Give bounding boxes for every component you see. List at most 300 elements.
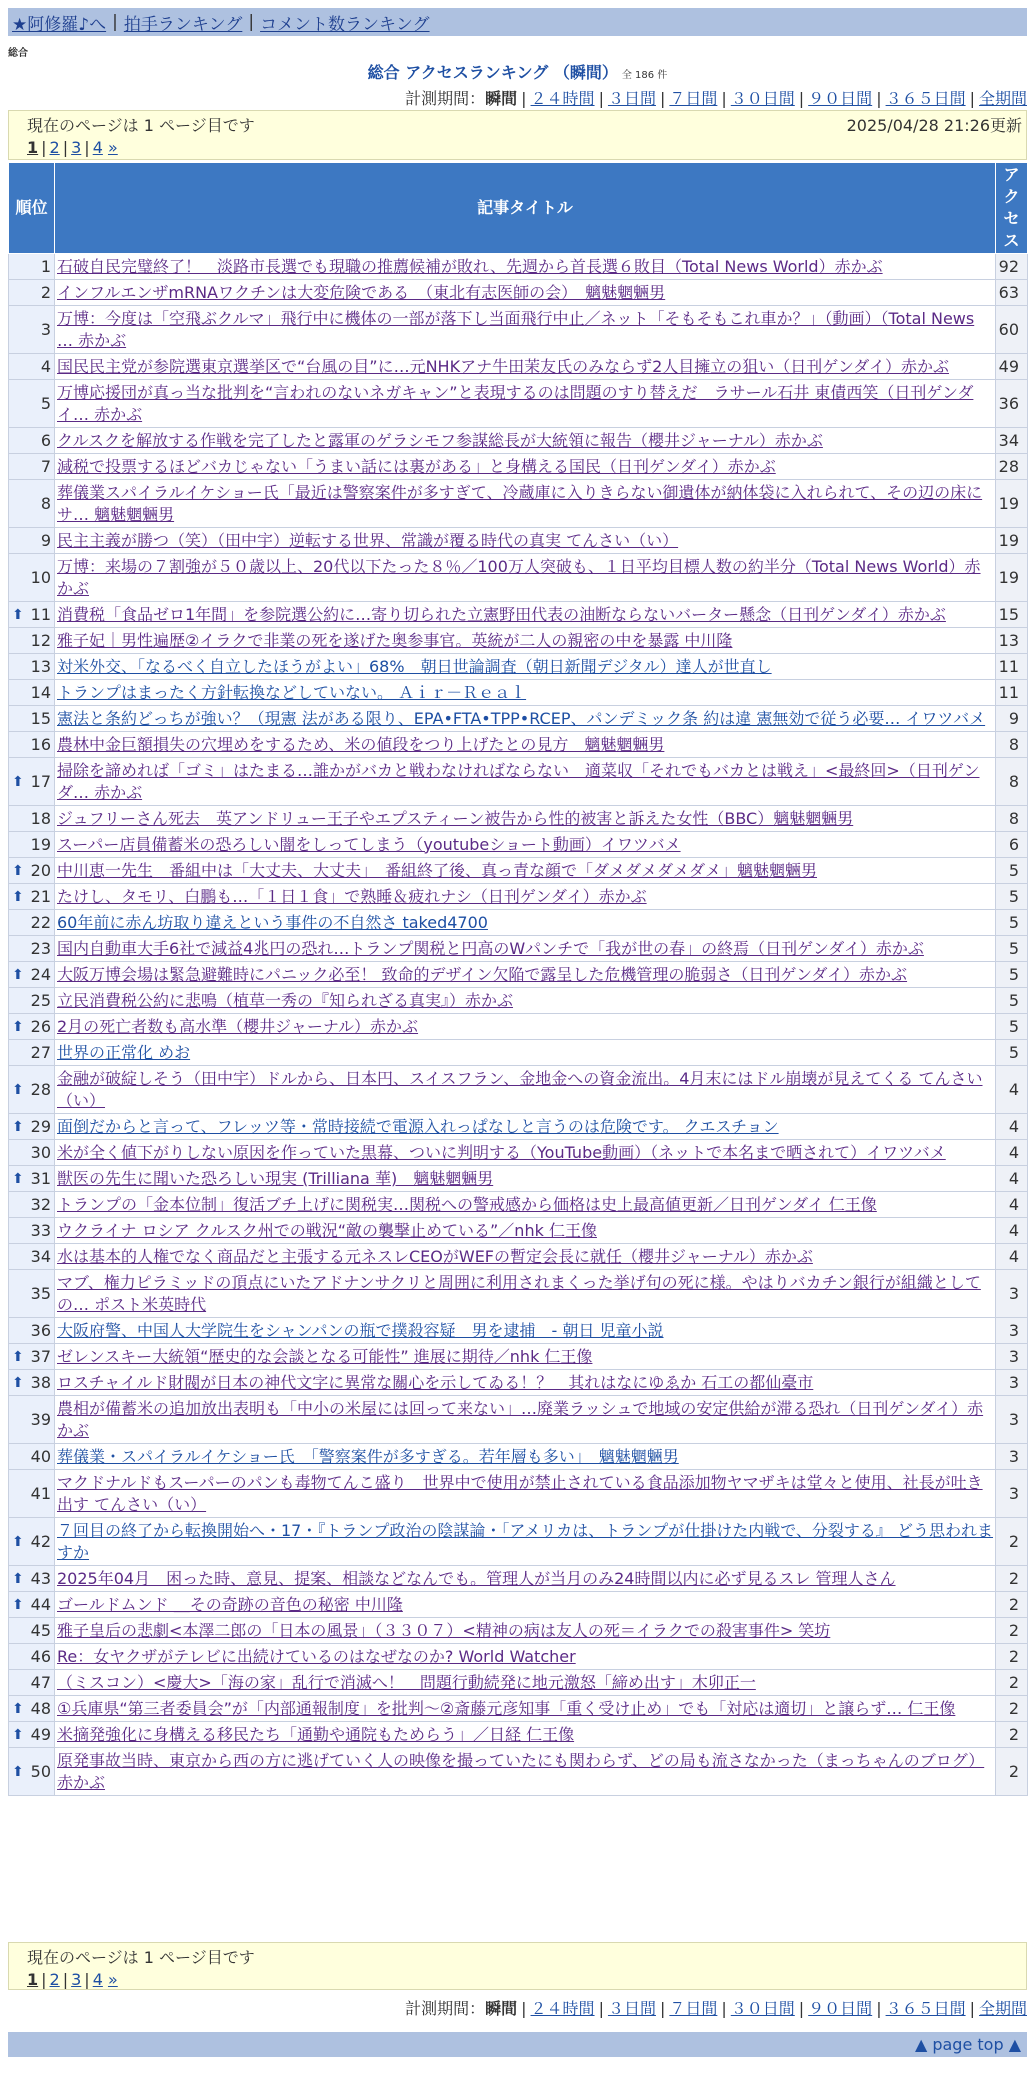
article-title-link[interactable]: トランプはまったく方針転換などしていない。 Ａｉｒ－Ｒｅａｌ xyxy=(57,682,527,702)
rank-up-arrow-icon: ⬆ xyxy=(12,1170,24,1187)
table-row xyxy=(9,528,1028,554)
table-row xyxy=(9,858,1028,884)
period-separator: | xyxy=(598,89,604,108)
title-cell xyxy=(55,1696,996,1722)
article-title-link[interactable]: Re：女ヤクザがテレビに出続けているのはなぜなのか? World Watcher xyxy=(57,1646,576,1666)
rank-number: 37 xyxy=(30,1346,51,1366)
period-option-link[interactable]: ９０日間 xyxy=(808,89,873,108)
page-title xyxy=(0,60,1035,83)
article-title-link[interactable]: 面倒だからと言って、フレッツ等・常時接続で電源入れっぱなしと言うのは危険です。 クエスチョン xyxy=(57,1116,779,1136)
table-row xyxy=(9,1318,1028,1344)
table-row xyxy=(9,354,1028,380)
title-cell xyxy=(55,254,996,280)
rank-number: 2 xyxy=(40,282,51,302)
table-row xyxy=(9,1218,1028,1244)
rank-cell xyxy=(9,1344,55,1370)
rank-cell xyxy=(9,1518,55,1566)
period-label: 計測期間： xyxy=(405,1999,486,2018)
rank-cell xyxy=(9,528,55,554)
rank-number: 42 xyxy=(30,1531,51,1551)
access-count: 8 xyxy=(996,732,1028,758)
page-next-link[interactable]: » xyxy=(107,138,118,157)
ranking-table xyxy=(8,162,1028,1796)
title-cell xyxy=(55,706,996,732)
title-cell xyxy=(55,1244,996,1270)
rank-number: 30 xyxy=(30,1142,51,1162)
rank-cell xyxy=(9,858,55,884)
rank-cell xyxy=(9,1644,55,1670)
rank-number: 45 xyxy=(30,1620,51,1640)
rank-number: 22 xyxy=(30,912,51,932)
rank-cell xyxy=(9,1218,55,1244)
rank-number: 10 xyxy=(30,567,51,587)
rank-cell xyxy=(9,1192,55,1218)
article-title-link[interactable]: ①兵庫県“第三者委員会”が「内部通報制度」を批判～②斎藤元彦知事「重く受け止め」でも「対応は適切」と譲らず… 仁王像 xyxy=(57,1698,956,1718)
title-cell xyxy=(55,806,996,832)
rank-number: 29 xyxy=(30,1116,51,1136)
rank-cell xyxy=(9,962,55,988)
table-row xyxy=(9,1140,1028,1166)
rank-cell xyxy=(9,1370,55,1396)
updated-timestamp: 2025/04/28 21:26更新 xyxy=(846,116,1022,135)
title-cell xyxy=(55,1270,996,1318)
rank-cell xyxy=(9,254,55,280)
access-count: 6 xyxy=(996,832,1028,858)
rank-cell xyxy=(9,732,55,758)
rank-cell xyxy=(9,1014,55,1040)
footer-bar xyxy=(8,2032,1027,2057)
access-count: 60 xyxy=(996,306,1028,354)
period-option-link[interactable]: ７日間 xyxy=(669,89,718,108)
table-row xyxy=(9,1270,1028,1318)
rank-cell xyxy=(9,628,55,654)
table-row xyxy=(9,1192,1028,1218)
period-current: 瞬間 xyxy=(485,89,518,108)
access-count: 3 xyxy=(996,1470,1028,1518)
rank-up-arrow-icon: ⬆ xyxy=(12,862,24,879)
rank-cell xyxy=(9,280,55,306)
article-title-link[interactable]: 2025年04月 困った時、意見、提案、相談などなんでも。管理人が当月のみ24時間以内に必ず見るスレ 管理人さん xyxy=(57,1568,896,1588)
title-cell xyxy=(55,1166,996,1192)
access-count: 2 xyxy=(996,1518,1028,1566)
period-separator: | xyxy=(659,1999,666,2018)
title-cell xyxy=(55,1192,996,1218)
rank-number: 15 xyxy=(30,708,51,728)
rank-cell xyxy=(9,1696,55,1722)
article-title-link[interactable]: 葬儀業・スパイラルイケショー氏 「警察案件が多すぎる。若年層も多い」 魑魅魍魎男 xyxy=(57,1446,679,1466)
rank-cell xyxy=(9,758,55,806)
article-title-link[interactable]: 消費税「食品ゼロ1年間」を参院選公約に…寄り切られた立憲野田代表の油断ならないバーター懸念（日刊ゲンダイ）赤かぶ xyxy=(57,604,946,624)
rank-cell xyxy=(9,1140,55,1166)
article-title-link[interactable]: 米が全く値下がりしない原因を作っていた黒幕、ついに判明する（YouTube動画）（ネットで本名まで晒されて）イワツバメ xyxy=(57,1142,946,1162)
access-count: 13 xyxy=(996,628,1028,654)
rank-number: 20 xyxy=(30,860,51,880)
article-title-link[interactable]: ロスチャイルド財閥が日本の神代文字に異常な關心を示してゐる！？ 其れはなにゆゑか 石工の都仙臺市 xyxy=(57,1372,814,1392)
article-title-link[interactable]: （ミスコン）<慶大>「海の家」乱行で消滅へ！ 問題行動続発に地元激怒「締め出す」木卯正一 xyxy=(57,1672,756,1692)
article-title-link[interactable]: トランプの「金本位制」復活ブチ上げに関税実…関税への警戒感から価格は史上最高値更新／日刊ゲンダイ 仁王像 xyxy=(57,1194,877,1214)
table-row xyxy=(9,1592,1028,1618)
table-row xyxy=(9,732,1028,758)
title-cell xyxy=(55,988,996,1014)
table-row xyxy=(9,1444,1028,1470)
rank-number: 14 xyxy=(30,682,51,702)
period-option-link[interactable]: ３０日間 xyxy=(730,89,795,108)
period-option-link[interactable]: ３６５日間 xyxy=(885,89,966,108)
rank-up-arrow-icon: ⬆ xyxy=(12,888,24,905)
rank-number: 7 xyxy=(40,456,51,476)
rank-cell xyxy=(9,1722,55,1748)
comment-ranking-link[interactable]: コメント数ランキング xyxy=(260,14,430,35)
access-count: 36 xyxy=(996,380,1028,428)
period-option-link[interactable]: ２４時間 xyxy=(530,89,595,108)
rank-up-arrow-icon: ⬆ xyxy=(12,1533,24,1550)
rank-cell xyxy=(9,936,55,962)
rank-up-arrow-icon: ⬆ xyxy=(12,1570,24,1587)
article-title-link[interactable]: 国民民主党が参院選東京選挙区で“台風の目”に…元NHKアナ牛田茉友氏のみならず2人目擁立の狙い（日刊ゲンダイ）赤かぶ xyxy=(57,356,949,376)
rank-number: 46 xyxy=(30,1646,51,1666)
pager-box-bottom xyxy=(8,1942,1027,1990)
title-cell xyxy=(55,654,996,680)
article-title-link[interactable]: 雅子妃｜男性遍歴②イラクで非業の死を遂げた奥参事官。英統が二人の親密の中を暴露 中川隆 xyxy=(57,630,733,650)
title-cell xyxy=(55,528,996,554)
page-next-link[interactable]: » xyxy=(107,1970,118,1989)
table-row xyxy=(9,1618,1028,1644)
page-navigation xyxy=(27,1970,1026,1989)
col-header-rank: 順位 xyxy=(9,163,55,254)
article-title-link[interactable]: 水は基本的人権でなく商品だと主張する元ネスレCEOがWEFの暫定会長に就任（櫻井ジャーナル）赤かぶ xyxy=(57,1246,813,1266)
article-title-link[interactable]: 石破自民完璧終了！ 淡路市長選でも現職の推薦候補が敗れ、先週から首長選６敗目（Total News World）赤かぶ xyxy=(57,256,883,276)
table-row xyxy=(9,1748,1028,1796)
rank-number: 9 xyxy=(40,530,51,550)
access-count: 92 xyxy=(996,254,1028,280)
access-count: 3 xyxy=(996,1270,1028,1318)
period-selector xyxy=(405,86,1027,109)
ranking-rows xyxy=(9,254,1028,1796)
rank-cell xyxy=(9,1566,55,1592)
rank-cell xyxy=(9,602,55,628)
rank-number: 24 xyxy=(30,964,51,984)
title-cell xyxy=(55,1344,996,1370)
article-title-link[interactable]: 2月の死亡者数も高水準（櫻井ジャーナル）赤かぶ xyxy=(57,1016,419,1036)
table-row xyxy=(9,602,1028,628)
period-separator: | xyxy=(721,1999,727,2018)
nav-separator: | xyxy=(112,12,118,32)
rank-up-arrow-icon: ⬆ xyxy=(12,1763,24,1780)
article-title-link[interactable]: 60年前に赤ん坊取り違えという事件の不自然さ taked4700 xyxy=(57,912,488,932)
article-title-link[interactable]: 掃除を諦めれば「ゴミ」はたまる…誰かがバカと戦わなければならない 適菜収「それでもバカとは戦え」<最終回>（日刊ゲンダ… 赤かぶ xyxy=(57,760,980,802)
rank-number: 16 xyxy=(30,734,51,754)
access-count: 5 xyxy=(996,910,1028,936)
access-count: 5 xyxy=(996,962,1028,988)
rank-cell xyxy=(9,306,55,354)
table-row xyxy=(9,706,1028,732)
access-count: 49 xyxy=(996,354,1028,380)
period-separator: | xyxy=(521,1999,527,2018)
access-count: 4 xyxy=(996,1218,1028,1244)
article-title-link[interactable]: ウクライナ ロシア クルスク州での戦況“敵の襲撃止めている”／nhk 仁王像 xyxy=(57,1220,597,1240)
access-count: 5 xyxy=(996,936,1028,962)
table-row xyxy=(9,832,1028,858)
table-row xyxy=(9,910,1028,936)
access-count: 4 xyxy=(996,1192,1028,1218)
access-count: 4 xyxy=(996,1066,1028,1114)
table-row xyxy=(9,1166,1028,1192)
title-cell xyxy=(55,910,996,936)
rank-cell xyxy=(9,1040,55,1066)
access-count: 2 xyxy=(996,1722,1028,1748)
period-selector xyxy=(405,1996,1027,2019)
table-row xyxy=(9,1396,1028,1444)
title-cell xyxy=(55,732,996,758)
access-count: 19 xyxy=(996,480,1028,528)
rank-number: 47 xyxy=(30,1672,51,1692)
page-link[interactable]: 4 xyxy=(92,138,103,157)
access-count: 63 xyxy=(996,280,1028,306)
title-cell xyxy=(55,628,996,654)
page-separator: | xyxy=(84,138,90,157)
title-cell xyxy=(55,554,996,602)
title-cell xyxy=(55,1748,996,1796)
title-cell xyxy=(55,1618,996,1644)
access-count: 5 xyxy=(996,988,1028,1014)
home-link[interactable]: ★阿修羅♪へ xyxy=(12,14,107,35)
access-count: 5 xyxy=(996,1040,1028,1066)
article-title-link[interactable]: 葬儀業スパイラルイケショー氏「最近は警察案件が多すぎて、冷蔵庫に入りきらない御遺体が納体袋に入れられて、その辺の床にサ… 魑魅魍魎男 xyxy=(57,482,983,524)
title-cell xyxy=(55,602,996,628)
rank-up-arrow-icon: ⬆ xyxy=(12,1726,24,1743)
page-separator: | xyxy=(84,1970,90,1989)
table-row xyxy=(9,628,1028,654)
period-separator: | xyxy=(659,89,666,108)
access-count: 3 xyxy=(996,1396,1028,1444)
article-title-link[interactable]: インフルエンザmRNAワクチンは大変危険である （東北有志医師の会） 魑魅魍魎男 xyxy=(57,282,666,302)
table-row xyxy=(9,1722,1028,1748)
access-count: 2 xyxy=(996,1748,1028,1796)
access-count: 3 xyxy=(996,1318,1028,1344)
table-row xyxy=(9,936,1028,962)
period-option-link[interactable]: ２４時間 xyxy=(530,1999,595,2018)
rank-cell xyxy=(9,706,55,732)
rank-up-arrow-icon: ⬆ xyxy=(12,966,24,983)
table-row xyxy=(9,1566,1028,1592)
rank-cell xyxy=(9,1244,55,1270)
title-cell xyxy=(55,962,996,988)
access-count: 11 xyxy=(996,680,1028,706)
table-row xyxy=(9,554,1028,602)
article-title-link[interactable]: 農林中金巨額損失の穴埋めをするため、米の値段をつり上げたとの見方 魑魅魍魎男 xyxy=(57,734,665,754)
period-separator: | xyxy=(721,89,727,108)
article-title-link[interactable]: 世界の正常化 めお xyxy=(57,1042,191,1062)
table-row xyxy=(9,1370,1028,1396)
pager-box-top xyxy=(8,110,1027,160)
title-cell xyxy=(55,758,996,806)
page-link[interactable]: 4 xyxy=(92,1970,103,1989)
article-title-link[interactable]: 原発事故当時、東京から西の方に逃げていく人の映像を撮っていたにも関わらず、どの局も流さなかった（まっちゃんのブログ）赤かぶ xyxy=(57,1750,985,1792)
period-option-link[interactable]: 全期間 xyxy=(978,1999,1027,2018)
col-header-access: アクセス xyxy=(996,163,1028,254)
title-cell xyxy=(55,280,996,306)
rank-cell xyxy=(9,554,55,602)
access-count: 4 xyxy=(996,1166,1028,1192)
rank-cell xyxy=(9,1396,55,1444)
rank-number: 8 xyxy=(40,493,51,513)
rank-number: 21 xyxy=(30,886,51,906)
table-row xyxy=(9,988,1028,1014)
rank-number: 49 xyxy=(30,1724,51,1744)
title-cell xyxy=(55,1218,996,1244)
rank-cell xyxy=(9,1748,55,1796)
page-link[interactable]: 2 xyxy=(49,1970,60,1989)
period-option-link[interactable]: ３日間 xyxy=(607,1999,656,2018)
rank-number: 32 xyxy=(30,1194,51,1214)
table-row xyxy=(9,1066,1028,1114)
title-cell xyxy=(55,354,996,380)
article-title-link[interactable]: 米摘発強化に身構える移民たち「通勤や通院もためらう」／日経 仁王像 xyxy=(57,1724,575,1744)
access-count: 8 xyxy=(996,758,1028,806)
article-title-link[interactable]: 大阪府警、中国人大学院生をシャンパンの瓶で撲殺容疑 男を逮捕 - 朝日 児童小説 xyxy=(57,1320,664,1340)
access-count: 4 xyxy=(996,1244,1028,1270)
article-title-link[interactable]: 万博：来場の７割強が５０歳以上、20代以下たった８％／100万人突破も、１日平均目標人数の約半分（Total News World）赤かぶ xyxy=(57,556,981,598)
access-count: 2 xyxy=(996,1644,1028,1670)
article-title-link[interactable]: ゴールドムンド ＿その奇跡の音色の秘密 中川隆 xyxy=(57,1594,403,1614)
article-title-link[interactable]: 立民消費税公約に悲鳴（植草一秀の『知られざる真実』）赤かぶ xyxy=(57,990,514,1010)
clap-ranking-link[interactable]: 拍手ランキング xyxy=(123,14,243,35)
title-cell xyxy=(55,1644,996,1670)
rank-cell xyxy=(9,1166,55,1192)
page-link[interactable]: 2 xyxy=(49,138,60,157)
rank-number: 33 xyxy=(30,1220,51,1240)
page-navigation xyxy=(27,138,1026,157)
article-title-link[interactable]: たけし、タモリ、白鵬も…「１日１食」で熟睡＆疲れナシ（日刊ゲンダイ）赤かぶ xyxy=(57,886,647,906)
page-top-link[interactable]: ▲ page top ▲ xyxy=(914,2035,1021,2054)
page-link[interactable]: 3 xyxy=(71,1970,82,1989)
article-title-link[interactable]: 憲法と条約どっちが強い？（現憲 法がある限り、EPA•FTA•TPP•RCEP、パンデミック条 約は違 憲無効で従う必要… イワツバメ xyxy=(57,708,986,728)
access-count: 15 xyxy=(996,602,1028,628)
article-title-link[interactable]: 万博応援団が真っ当な批判を“言われのないネガキャン”と表現するのは問題のすり替えだ ラサール石井 東債西笑（日刊ゲンダイ… 赤かぶ xyxy=(57,382,974,424)
period-option-link[interactable]: ９０日間 xyxy=(808,1999,873,2018)
rank-up-arrow-icon: ⬆ xyxy=(12,606,24,623)
title-cell xyxy=(55,858,996,884)
page-current: 1 xyxy=(27,138,39,157)
rank-number: 50 xyxy=(30,1761,51,1781)
title-cell xyxy=(55,1370,996,1396)
table-row xyxy=(9,254,1028,280)
rank-cell xyxy=(9,1670,55,1696)
period-option-link[interactable]: ３日間 xyxy=(607,89,656,108)
rank-up-arrow-icon: ⬆ xyxy=(12,1374,24,1391)
title-cell xyxy=(55,1592,996,1618)
title-cell xyxy=(55,1014,996,1040)
rank-cell xyxy=(9,654,55,680)
article-title-link[interactable]: 大阪万博会場は緊急避難時にパニック必至！ 致命的デザイン欠陥で露呈した危機管理の脆弱さ（日刊ゲンダイ）赤かぶ xyxy=(57,964,908,984)
table-row xyxy=(9,428,1028,454)
rank-number: 17 xyxy=(30,771,51,791)
rank-up-arrow-icon: ⬆ xyxy=(12,1081,24,1098)
article-title-link[interactable]: マブ、権力ピラミッドの頂点にいたアドナンサクリと周囲に利用されまくった挙げ句の死に様。やはりバカチン銀行が組織としての… ポスト米英時代 xyxy=(57,1272,981,1314)
article-title-link[interactable]: 農相が備蓄米の追加放出表明も「中小の米屋には回って来ない」…廃業ラッシュで地域の安定供給が滞る恐れ（日刊ゲンダイ）赤かぶ xyxy=(57,1398,984,1440)
rank-number: 19 xyxy=(30,834,51,854)
rank-cell xyxy=(9,1618,55,1644)
article-title-link[interactable]: 中川恵一先生 番組中は「大丈夫、大丈夫」 番組終了後、真っ青な顔で「ダメダメダメダメ」魑魅魍魎男 xyxy=(57,860,818,880)
article-title-link[interactable]: 雅子皇后の悲劇<本澤二郎の「日本の風景」（３３０７）<精神の病は友人の死＝イラクでの殺害事件> 笑坊 xyxy=(57,1620,831,1640)
access-count: 3 xyxy=(996,1370,1028,1396)
access-count: 3 xyxy=(996,1344,1028,1370)
rank-cell xyxy=(9,1592,55,1618)
article-title-link[interactable]: 民主主義が勝つ（笑）（田中宇）逆転する世界、常識が覆る時代の真実 てんさい（い） xyxy=(57,530,679,550)
rank-cell xyxy=(9,680,55,706)
access-count: 9 xyxy=(996,706,1028,732)
article-title-link[interactable]: ゼレンスキー大統領“歴史的な会談となる可能性” 進展に期待／nhk 仁王像 xyxy=(57,1346,593,1366)
article-title-link[interactable]: スーパー店員備蓄米の恐ろしい闇をしってしまう（youtubeショート動画）イワツバメ xyxy=(57,834,681,854)
page-link[interactable]: 3 xyxy=(71,138,82,157)
table-row xyxy=(9,1344,1028,1370)
article-title-link[interactable]: 万博：今度は「空飛ぶクルマ」飛行中に機体の一部が落下し当面飛行中止／ネット「そもそもこれ車か？」（動画）（Total News … 赤かぶ xyxy=(57,308,975,350)
period-current: 瞬間 xyxy=(485,1999,518,2018)
period-separator: | xyxy=(598,1999,604,2018)
rank-up-arrow-icon: ⬆ xyxy=(12,1348,24,1365)
rank-number: 26 xyxy=(30,1016,51,1036)
period-option-link[interactable]: ３６５日間 xyxy=(885,1999,966,2018)
title-cell xyxy=(55,1040,996,1066)
rank-cell xyxy=(9,480,55,528)
title-cell xyxy=(55,832,996,858)
article-title-link[interactable]: ７回目の終了から転換開始へ・17・『トランプ政治の陰謀論・「アメリカは、トランプが仕掛けた内戦で、分裂する』 どう思われますか xyxy=(57,1520,994,1562)
rank-number: 43 xyxy=(30,1568,51,1588)
page-status: 現在のページは 1 ページ目です xyxy=(27,116,255,135)
article-title-link[interactable]: 獣医の先生に聞いた恐ろしい現実 (Trilliana 華) 魑魅魍魎男 xyxy=(57,1168,494,1188)
rank-up-arrow-icon: ⬆ xyxy=(12,773,24,790)
article-title-link[interactable]: ジュフリーさん死去 英アンドリュー王子やエプスティーン被告から性的被害と訴えた女性（BBC）魑魅魍魎男 xyxy=(57,808,854,828)
page-separator: | xyxy=(41,138,47,157)
period-separator: | xyxy=(798,89,805,108)
article-title-link[interactable]: 減税で投票するほどバカじゃない「うまい話には裏がある」と身構える国民（日刊ゲンダイ）赤かぶ xyxy=(57,456,776,476)
period-option-link[interactable]: 全期間 xyxy=(978,89,1027,108)
article-title-link[interactable]: クルスクを解放する作戦を完了したと露軍のゲラシモフ参謀総長が大統領に報告（櫻井ジャーナル）赤かぶ xyxy=(57,430,823,450)
period-separator: | xyxy=(521,89,527,108)
rank-number: 1 xyxy=(40,256,51,276)
article-title-link[interactable]: マクドナルドもスーパーのパンも毒物てんこ盛り 世界中で使用が禁止されている食品添加物ヤマザキは堂々と使用、社長が吐き出す てんさい（い） xyxy=(57,1472,983,1514)
table-row xyxy=(9,654,1028,680)
rank-cell xyxy=(9,1114,55,1140)
rank-cell xyxy=(9,428,55,454)
period-option-link[interactable]: ３０日間 xyxy=(730,1999,795,2018)
title-cell xyxy=(55,428,996,454)
rank-number: 13 xyxy=(30,656,51,676)
article-title-link[interactable]: 国内自動車大手6社で減益4兆円の恐れ…トランプ関税と円高のWパンチで「我が世の春」の終焉（日刊ゲンダイ）赤かぶ xyxy=(57,938,924,958)
access-count: 4 xyxy=(996,1140,1028,1166)
rank-number: 4 xyxy=(40,356,51,376)
table-row xyxy=(9,1244,1028,1270)
page-separator: | xyxy=(62,138,69,157)
access-count: 2 xyxy=(996,1670,1028,1696)
title-cell xyxy=(55,306,996,354)
rank-number: 31 xyxy=(30,1168,51,1188)
title-cell xyxy=(55,936,996,962)
rank-number: 35 xyxy=(30,1283,51,1303)
ranking-title: 総合 アクセスランキング （瞬間） xyxy=(367,63,618,82)
article-title-link[interactable]: 対米外交、「なるべく自立したほうがよい」68% 朝日世論調査（朝日新聞デジタル）達人が世直し xyxy=(57,656,772,676)
rank-up-arrow-icon: ⬆ xyxy=(12,1700,24,1717)
article-title-link[interactable]: 金融が破綻しそう（田中宇）ドルから、日本円、スイスフラン、金地金への資金流出。4月末にはドル崩壊が見えてくる てんさい（い） xyxy=(57,1068,983,1110)
rank-cell xyxy=(9,1318,55,1344)
rank-number: 28 xyxy=(30,1079,51,1099)
access-count: 19 xyxy=(996,554,1028,602)
title-cell xyxy=(55,480,996,528)
table-row xyxy=(9,806,1028,832)
period-option-link[interactable]: ７日間 xyxy=(669,1999,718,2018)
period-separator: | xyxy=(876,1999,882,2018)
access-count: 5 xyxy=(996,858,1028,884)
